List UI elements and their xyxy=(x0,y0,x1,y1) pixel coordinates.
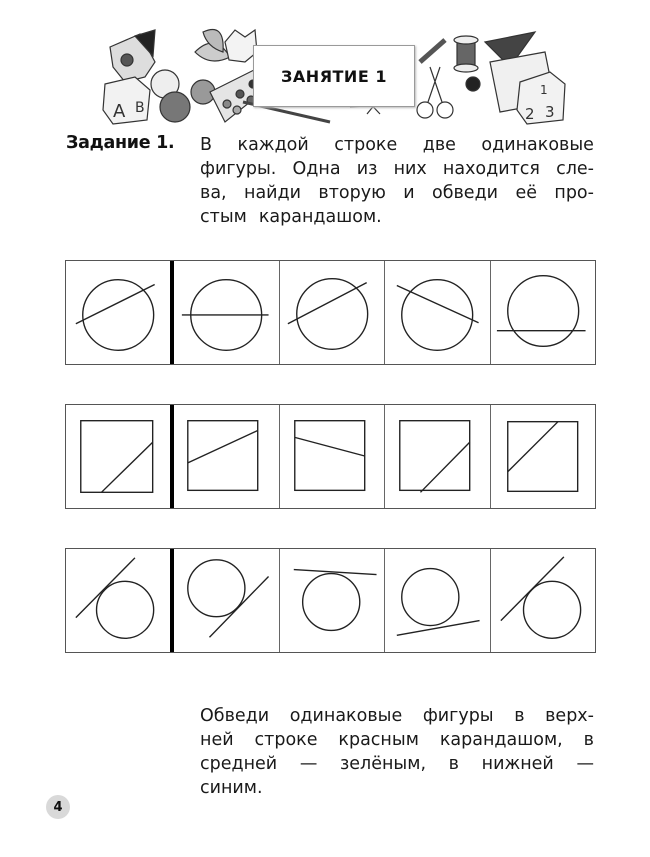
text-line xyxy=(200,205,594,229)
word: верх- xyxy=(545,706,594,726)
figure-cell-5[interactable] xyxy=(490,549,595,652)
circle-with-line-icon xyxy=(280,549,384,652)
closing-instruction xyxy=(200,704,594,800)
text-line xyxy=(200,157,594,181)
word: каждой xyxy=(237,135,309,155)
word: зелёным, xyxy=(339,754,427,774)
word: её xyxy=(515,183,537,203)
square-with-line-icon xyxy=(66,405,170,508)
figure-cell-5[interactable] xyxy=(490,405,595,508)
figure-cell-3[interactable] xyxy=(279,261,384,364)
figure-cell-4[interactable] xyxy=(384,549,489,652)
word: сле- xyxy=(556,159,594,179)
page-number: 4 xyxy=(53,799,63,815)
word: карандашом. xyxy=(258,207,382,227)
circle-with-line-icon xyxy=(280,261,384,364)
svg-text:1: 1 xyxy=(540,83,548,97)
word: находится xyxy=(442,159,540,179)
square-with-line-icon xyxy=(280,405,384,508)
square-with-line-icon xyxy=(491,405,595,508)
figure-cell-4[interactable] xyxy=(384,405,489,508)
circle-with-line-icon xyxy=(491,261,595,364)
word: фигуры xyxy=(422,706,494,726)
lesson-title-frame xyxy=(253,45,415,107)
word: про- xyxy=(554,183,594,203)
word: вторую xyxy=(318,183,386,203)
square-with-line-icon xyxy=(385,405,489,508)
text-line xyxy=(200,133,594,157)
text-line xyxy=(200,704,594,728)
text-line xyxy=(200,752,594,776)
word: и xyxy=(403,183,415,203)
circle-with-line-icon xyxy=(491,549,595,652)
word: красным xyxy=(338,730,419,750)
row-circles-with-tangents xyxy=(65,548,596,653)
task-instruction xyxy=(200,133,594,229)
square-with-line-icon xyxy=(174,405,278,508)
figure-cell-1[interactable] xyxy=(66,549,170,652)
svg-text:B: B xyxy=(135,100,145,116)
circle-with-line-icon xyxy=(66,549,170,652)
circle-with-line-icon xyxy=(385,549,489,652)
circle-with-line-icon xyxy=(174,261,278,364)
word: — xyxy=(576,754,594,774)
word: найди xyxy=(244,183,302,203)
figure-cell-1[interactable] xyxy=(66,261,170,364)
figure-cell-2[interactable] xyxy=(170,261,278,364)
text-line xyxy=(200,728,594,752)
word: В xyxy=(200,135,213,155)
word: в xyxy=(514,706,525,726)
figure-cell-2[interactable] xyxy=(170,549,278,652)
word: строке xyxy=(334,135,398,155)
word: в xyxy=(583,730,594,750)
word: фигуры. xyxy=(200,159,277,179)
word: строке xyxy=(254,730,318,750)
figure-cell-1[interactable] xyxy=(66,405,170,508)
word: обведи xyxy=(431,183,499,203)
text-line xyxy=(200,776,594,800)
word: стым xyxy=(200,207,247,227)
word: ва, xyxy=(200,183,227,203)
word: Одна xyxy=(292,159,341,179)
word: одинаковые xyxy=(289,706,403,726)
lesson-title: ЗАНЯТИЕ 1 xyxy=(281,66,387,86)
svg-text:3: 3 xyxy=(545,103,555,121)
figure-cell-4[interactable] xyxy=(384,261,489,364)
circle-with-line-icon xyxy=(66,261,170,364)
row-squares-with-lines xyxy=(65,404,596,509)
word: синим. xyxy=(200,778,263,798)
word: в xyxy=(448,754,459,774)
task-label: Задание 1. xyxy=(66,133,175,153)
figure-cell-3[interactable] xyxy=(279,549,384,652)
word: ней xyxy=(200,730,234,750)
row-circles-with-lines xyxy=(65,260,596,365)
word: — xyxy=(299,754,318,774)
svg-text:A: A xyxy=(113,101,126,122)
figure-cell-3[interactable] xyxy=(279,405,384,508)
word: одинаковые xyxy=(481,135,594,155)
svg-text:2: 2 xyxy=(525,105,535,123)
page-number-badge xyxy=(46,795,70,819)
word: карандашом, xyxy=(439,730,563,750)
word: Обведи xyxy=(200,706,270,726)
word: две xyxy=(422,135,456,155)
word: них xyxy=(393,159,427,179)
word: из xyxy=(356,159,378,179)
word: средней xyxy=(200,754,278,774)
word: нижней xyxy=(481,754,554,774)
figure-cell-5[interactable] xyxy=(490,261,595,364)
circle-with-line-icon xyxy=(385,261,489,364)
text-line xyxy=(200,181,594,205)
circle-with-line-icon xyxy=(174,549,278,652)
figure-cell-2[interactable] xyxy=(170,405,278,508)
